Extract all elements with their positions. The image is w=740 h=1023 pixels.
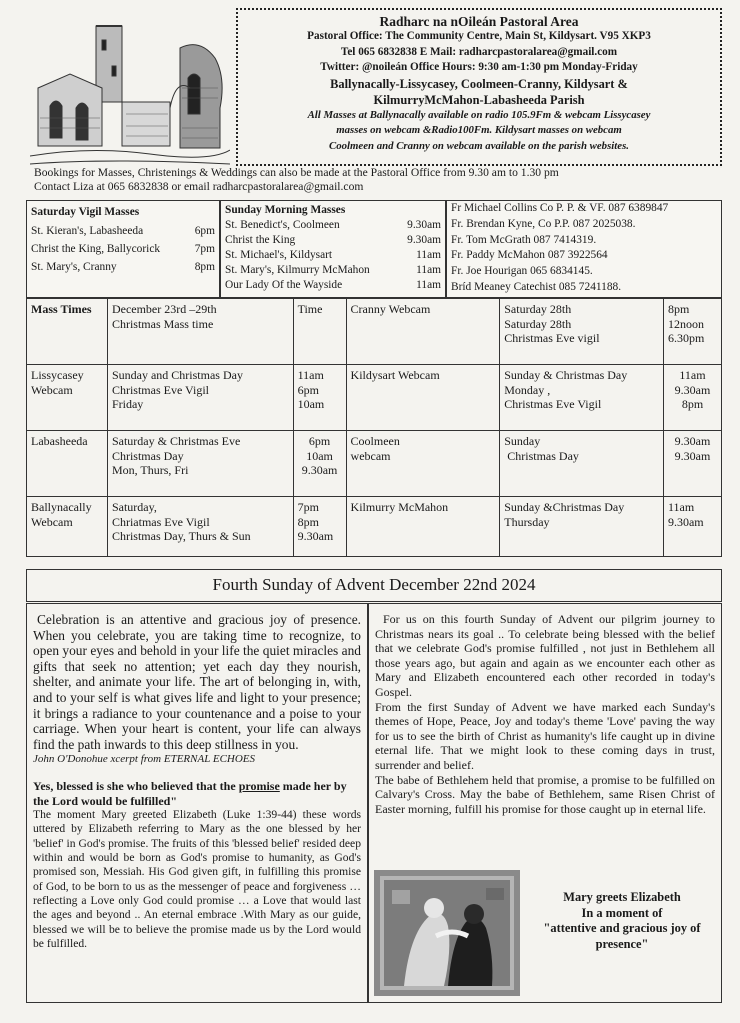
gospel-heading-promise: promise bbox=[238, 778, 280, 793]
mass-time: 10am bbox=[297, 397, 325, 411]
sunday-time: 9.30am bbox=[407, 219, 441, 231]
gospel-reflection: The moment Mary greeted Elizabeth (Luke 1:39-44) these words uttered by Elizabeth referring to Mary as the one blessed by her 'belief' in God's promise. The fruits of this 'blessed belief' resided deep within and would be born as God's promise to humanity, as God's promised son, Messiah. His God given gift, in fulfilling this promise of God, to be born to us as the messenger of peace and forgiveness … reflecting a Love only God could promise … a Love that would last the ages and beyond .. An eternal embrace .With Mary as our guide, blessed we will be to believe the promise made us by the Lord would be fulfilled. bbox=[33, 808, 361, 950]
table-row bbox=[27, 299, 722, 365]
vigil-time: 7pm bbox=[194, 243, 215, 255]
table-row bbox=[27, 365, 722, 431]
mass-day: Chriatmas Eve Vigil bbox=[111, 514, 210, 529]
place-name: Webcam bbox=[31, 382, 73, 397]
mass-day: Christmas Day bbox=[504, 448, 579, 463]
mass-time: 6.30pm bbox=[667, 331, 705, 345]
pastoral-office-address: Pastoral Office: The Community Centre, Main St, Kildysart. V95 XKP3 bbox=[307, 30, 651, 43]
sunday-row bbox=[225, 263, 441, 278]
parish-names-line2: KilmurryMcMahon-Labasheeda Parish bbox=[373, 92, 585, 107]
vigil-time: 8pm bbox=[194, 261, 215, 273]
place-name: Labasheeda bbox=[31, 434, 88, 448]
date-range-cell bbox=[107, 299, 293, 365]
mass-day: Saturday, bbox=[111, 500, 157, 514]
mass-time: 12noon bbox=[667, 316, 704, 331]
mass-day: Mon, Thurs, Fri bbox=[111, 463, 189, 477]
place-name: Kilmurry McMahon bbox=[350, 500, 449, 514]
sunday-place: St. Michael's, Kildysart bbox=[225, 249, 333, 261]
mass-time: 6pm bbox=[308, 434, 331, 448]
mass-day: Christmas Eve vigil bbox=[504, 331, 600, 345]
times-cell bbox=[663, 365, 721, 431]
mass-day: Sunday and Christmas Day bbox=[111, 368, 243, 382]
sunday-morning-heading: Sunday Morning Masses bbox=[225, 204, 346, 216]
days-cell bbox=[107, 365, 293, 431]
clergy-contact: Bríd Meaney Catechist 085 7241188. bbox=[451, 280, 622, 293]
days-cell bbox=[500, 431, 664, 497]
place-cell bbox=[27, 365, 108, 431]
bookings-note bbox=[34, 166, 724, 194]
advent-sunday-title: Fourth Sunday of Advent December 22nd 2024 bbox=[26, 569, 722, 602]
sunday-row bbox=[225, 278, 441, 293]
caption-line: Mary greets Elizabeth bbox=[563, 890, 681, 904]
mass-time: 8pm bbox=[297, 514, 319, 529]
mass-day: Friday bbox=[111, 397, 144, 411]
mary-greets-elizabeth-artwork bbox=[374, 870, 520, 996]
times-cell bbox=[293, 365, 346, 431]
mass-time: 10am bbox=[306, 448, 333, 463]
place-cell bbox=[27, 431, 108, 497]
cranny-webcam: Cranny Webcam bbox=[350, 302, 431, 316]
artwork-caption bbox=[524, 890, 720, 952]
mass-time: 8pm bbox=[667, 302, 690, 316]
times-cell bbox=[663, 497, 721, 557]
mass-day: Sunday & Christmas Day bbox=[504, 368, 628, 382]
broadcast-info-line1: All Masses at Ballynacally available on radio 105.9Fm & webcam Lissycasey bbox=[307, 108, 651, 121]
clergy-contact: Fr Michael Collins Co P. P. & VF. 087 6389847 bbox=[451, 202, 669, 214]
place-name: webcam bbox=[350, 448, 391, 463]
mass-times-label bbox=[27, 299, 108, 365]
place-cell bbox=[346, 431, 500, 497]
sunday-time: 11am bbox=[416, 249, 441, 261]
pastoral-area-title: Radharc na nOileán Pastoral Area bbox=[379, 14, 579, 29]
mass-day: Saturday 28th bbox=[504, 302, 572, 316]
cranny-webcam-cell bbox=[346, 299, 500, 365]
parish-names-line1: Ballynacally-Lissycasey, Coolmeen-Cranny, Kildysart & bbox=[330, 76, 628, 91]
mass-time: 9.30am bbox=[674, 382, 711, 397]
advent-reflection-p1: For us on this fourth Sunday of Advent our pilgrim journey to Christmas nears its goal .. To celebrate being blessed with the belief that we celebrate God's promise fulfilled , not just in Bethlehem all those years ago, but again and again as we encounter each other as Mary and Elizabeth encountered each other recorded in today's Gospel. bbox=[375, 612, 715, 699]
mass-time: 11am bbox=[667, 500, 695, 514]
mass-day: Christmas Day bbox=[111, 448, 184, 463]
times-cell bbox=[293, 497, 346, 557]
mass-time: 9.30am bbox=[674, 448, 711, 463]
christmas-mass-subtitle: Christmas Mass time bbox=[111, 316, 214, 331]
time-header: Time bbox=[297, 302, 323, 316]
mass-times-label-text: Mass Times bbox=[31, 302, 92, 316]
mass-time: 9.30am bbox=[674, 434, 711, 448]
caption-line: "attentive and gracious joy of presence" bbox=[543, 921, 701, 951]
date-range: December 23rd –29th bbox=[111, 302, 217, 316]
mass-day: Saturday 28th bbox=[504, 316, 572, 331]
clergy-contacts-box bbox=[446, 200, 722, 298]
mass-time: 6pm bbox=[297, 382, 319, 397]
office-contact: Tel 065 6832838 E Mail: radharcpastoralarea@gmail.com bbox=[340, 45, 618, 58]
celebration-reflection: Celebration is an attentive and gracious joy of presence. When you celebrate, you are taking time to recognize, to open your eyes and behold in your life the quiet miracles and gifts that seek no attention; yet each day they nourish, shelter, and animate your life. The art of belonging in, with, and to your self is what gives life and light to your presence; it brings a radiance to your countenance and a poise to your carriage. When your heart is content, your life can always find the path inwards to this deep stillness in you. bbox=[33, 612, 361, 752]
pastoral-area-header bbox=[236, 8, 722, 166]
mass-time: 8pm bbox=[681, 397, 704, 411]
mass-day: Sunday &Christmas Day bbox=[504, 500, 625, 514]
mass-day: Christmas Eve Vigil bbox=[504, 397, 602, 411]
table-row bbox=[27, 431, 722, 497]
mass-time: 11am bbox=[297, 368, 324, 382]
caption-line: In a moment of bbox=[581, 905, 663, 920]
reflection-attribution: John O'Donohue xcerpt from ETERNAL ECHOES bbox=[33, 753, 256, 766]
sunday-row bbox=[225, 218, 441, 233]
gospel-heading-part: Yes, blessed is she who believed that the bbox=[33, 778, 239, 793]
mass-day: Christmas Eve Vigil bbox=[111, 382, 210, 397]
mass-day: Monday , bbox=[504, 382, 551, 397]
mass-time: 9.30am bbox=[297, 529, 334, 543]
time-header-cell bbox=[293, 299, 346, 365]
mass-time: 9.30am bbox=[667, 514, 704, 529]
reflection-column-left bbox=[26, 603, 368, 1003]
christmas-mass-times-table bbox=[26, 298, 722, 557]
place-name: Coolmeen bbox=[350, 434, 400, 448]
sunday-morning-box bbox=[220, 200, 446, 298]
sunday-place: Our Lady Of the Wayside bbox=[225, 279, 343, 291]
place-name: Kildysart Webcam bbox=[350, 368, 440, 382]
advent-reflection-p2: From the first Sunday of Advent we have marked each Sunday's themes of Hope, Peace, Joy and today's theme 'Love' paving the way for us to see the birth of Christ as humanity's life caught up in divine eternal life. That we might look to these coming days in trust, surrender and belief. bbox=[375, 699, 715, 772]
times-cell bbox=[293, 431, 346, 497]
mass-time: 7pm bbox=[297, 500, 319, 514]
mass-day: Sunday bbox=[504, 434, 541, 448]
place-name: Ballynacally bbox=[31, 500, 92, 514]
place-name: Webcam bbox=[31, 514, 73, 529]
sunday-time: 9.30am bbox=[407, 234, 441, 246]
vigil-row bbox=[31, 224, 215, 239]
bookings-line1: Bookings for Masses, Christenings & Weddings can also be made at the Pastoral Office from 9.30 am to 1.30 pm bbox=[34, 166, 559, 179]
gospel-heading-part: made her by the Lord would be fulfilled" bbox=[33, 778, 347, 808]
cranny-days-cell bbox=[500, 299, 664, 365]
mass-time: 11am bbox=[679, 368, 706, 382]
mass-day: Thursday bbox=[504, 514, 550, 529]
mass-time: 9.30am bbox=[301, 463, 338, 477]
clergy-contact: Fr. Paddy McMahon 087 3922564 bbox=[451, 249, 608, 262]
broadcast-info-line3: Coolmeen and Cranny on webcam available on the parish websites. bbox=[329, 139, 629, 152]
sunday-place: Christ the King bbox=[225, 234, 296, 246]
mass-day: Christmas Day, Thurs & Sun bbox=[111, 529, 251, 543]
place-name: Lissycasey bbox=[31, 368, 84, 382]
clergy-contact: Fr. Joe Hourigan 065 6834145. bbox=[451, 265, 593, 278]
broadcast-info-line2: masses on webcam &Radio100Fm. Kildysart masses on webcam bbox=[336, 124, 622, 137]
sunday-place: St. Benedict's, Coolmeen bbox=[225, 219, 340, 231]
days-cell bbox=[107, 431, 293, 497]
sunday-place: St. Mary's, Kilmurry McMahon bbox=[225, 264, 370, 276]
sunday-time: 11am bbox=[416, 279, 441, 291]
advent-reflection-p3: The babe of Bethlehem held that promise, a promise to be fulfilled on Calvary's Cross. May the babe of Bethlehem, same Risen Christ of Easter morning, fulfill his promise for those caught up in eternal life. bbox=[375, 772, 715, 816]
vigil-place: St. Kieran's, Labasheeda bbox=[31, 225, 144, 237]
bookings-line2: Contact Liza at 065 6832838 or email radharcpastoralarea@gmail.com bbox=[34, 180, 364, 193]
gospel-heading bbox=[33, 779, 361, 808]
vigil-place: St. Mary's, Cranny bbox=[31, 261, 117, 273]
church-ruin-illustration bbox=[30, 18, 230, 166]
sunday-row bbox=[225, 233, 441, 248]
vigil-place: Christ the King, Ballycorick bbox=[31, 243, 161, 255]
vigil-time: 6pm bbox=[194, 225, 215, 237]
mass-day: Saturday & Christmas Eve bbox=[111, 434, 241, 448]
clergy-contact: Fr. Tom McGrath 087 7414319. bbox=[451, 233, 597, 246]
clergy-contact: Fr. Brendan Kyne, Co P.P. 087 2025038. bbox=[451, 217, 636, 230]
twitter-office-hours: Twitter: @noileán Office Hours: 9:30 am-1:30 pm Monday-Friday bbox=[320, 61, 638, 74]
place-cell bbox=[346, 497, 500, 557]
vigil-row bbox=[31, 260, 215, 275]
cranny-times-cell bbox=[663, 299, 721, 365]
table-row bbox=[27, 497, 722, 557]
place-cell bbox=[346, 365, 500, 431]
sunday-time: 11am bbox=[416, 264, 441, 276]
days-cell bbox=[107, 497, 293, 557]
days-cell bbox=[500, 497, 664, 557]
sunday-row bbox=[225, 248, 441, 263]
vigil-row bbox=[31, 242, 215, 257]
saturday-vigil-box bbox=[26, 200, 220, 298]
days-cell bbox=[500, 365, 664, 431]
place-cell bbox=[27, 497, 108, 557]
times-cell bbox=[663, 431, 721, 497]
saturday-vigil-heading: Saturday Vigil Masses bbox=[31, 206, 140, 218]
